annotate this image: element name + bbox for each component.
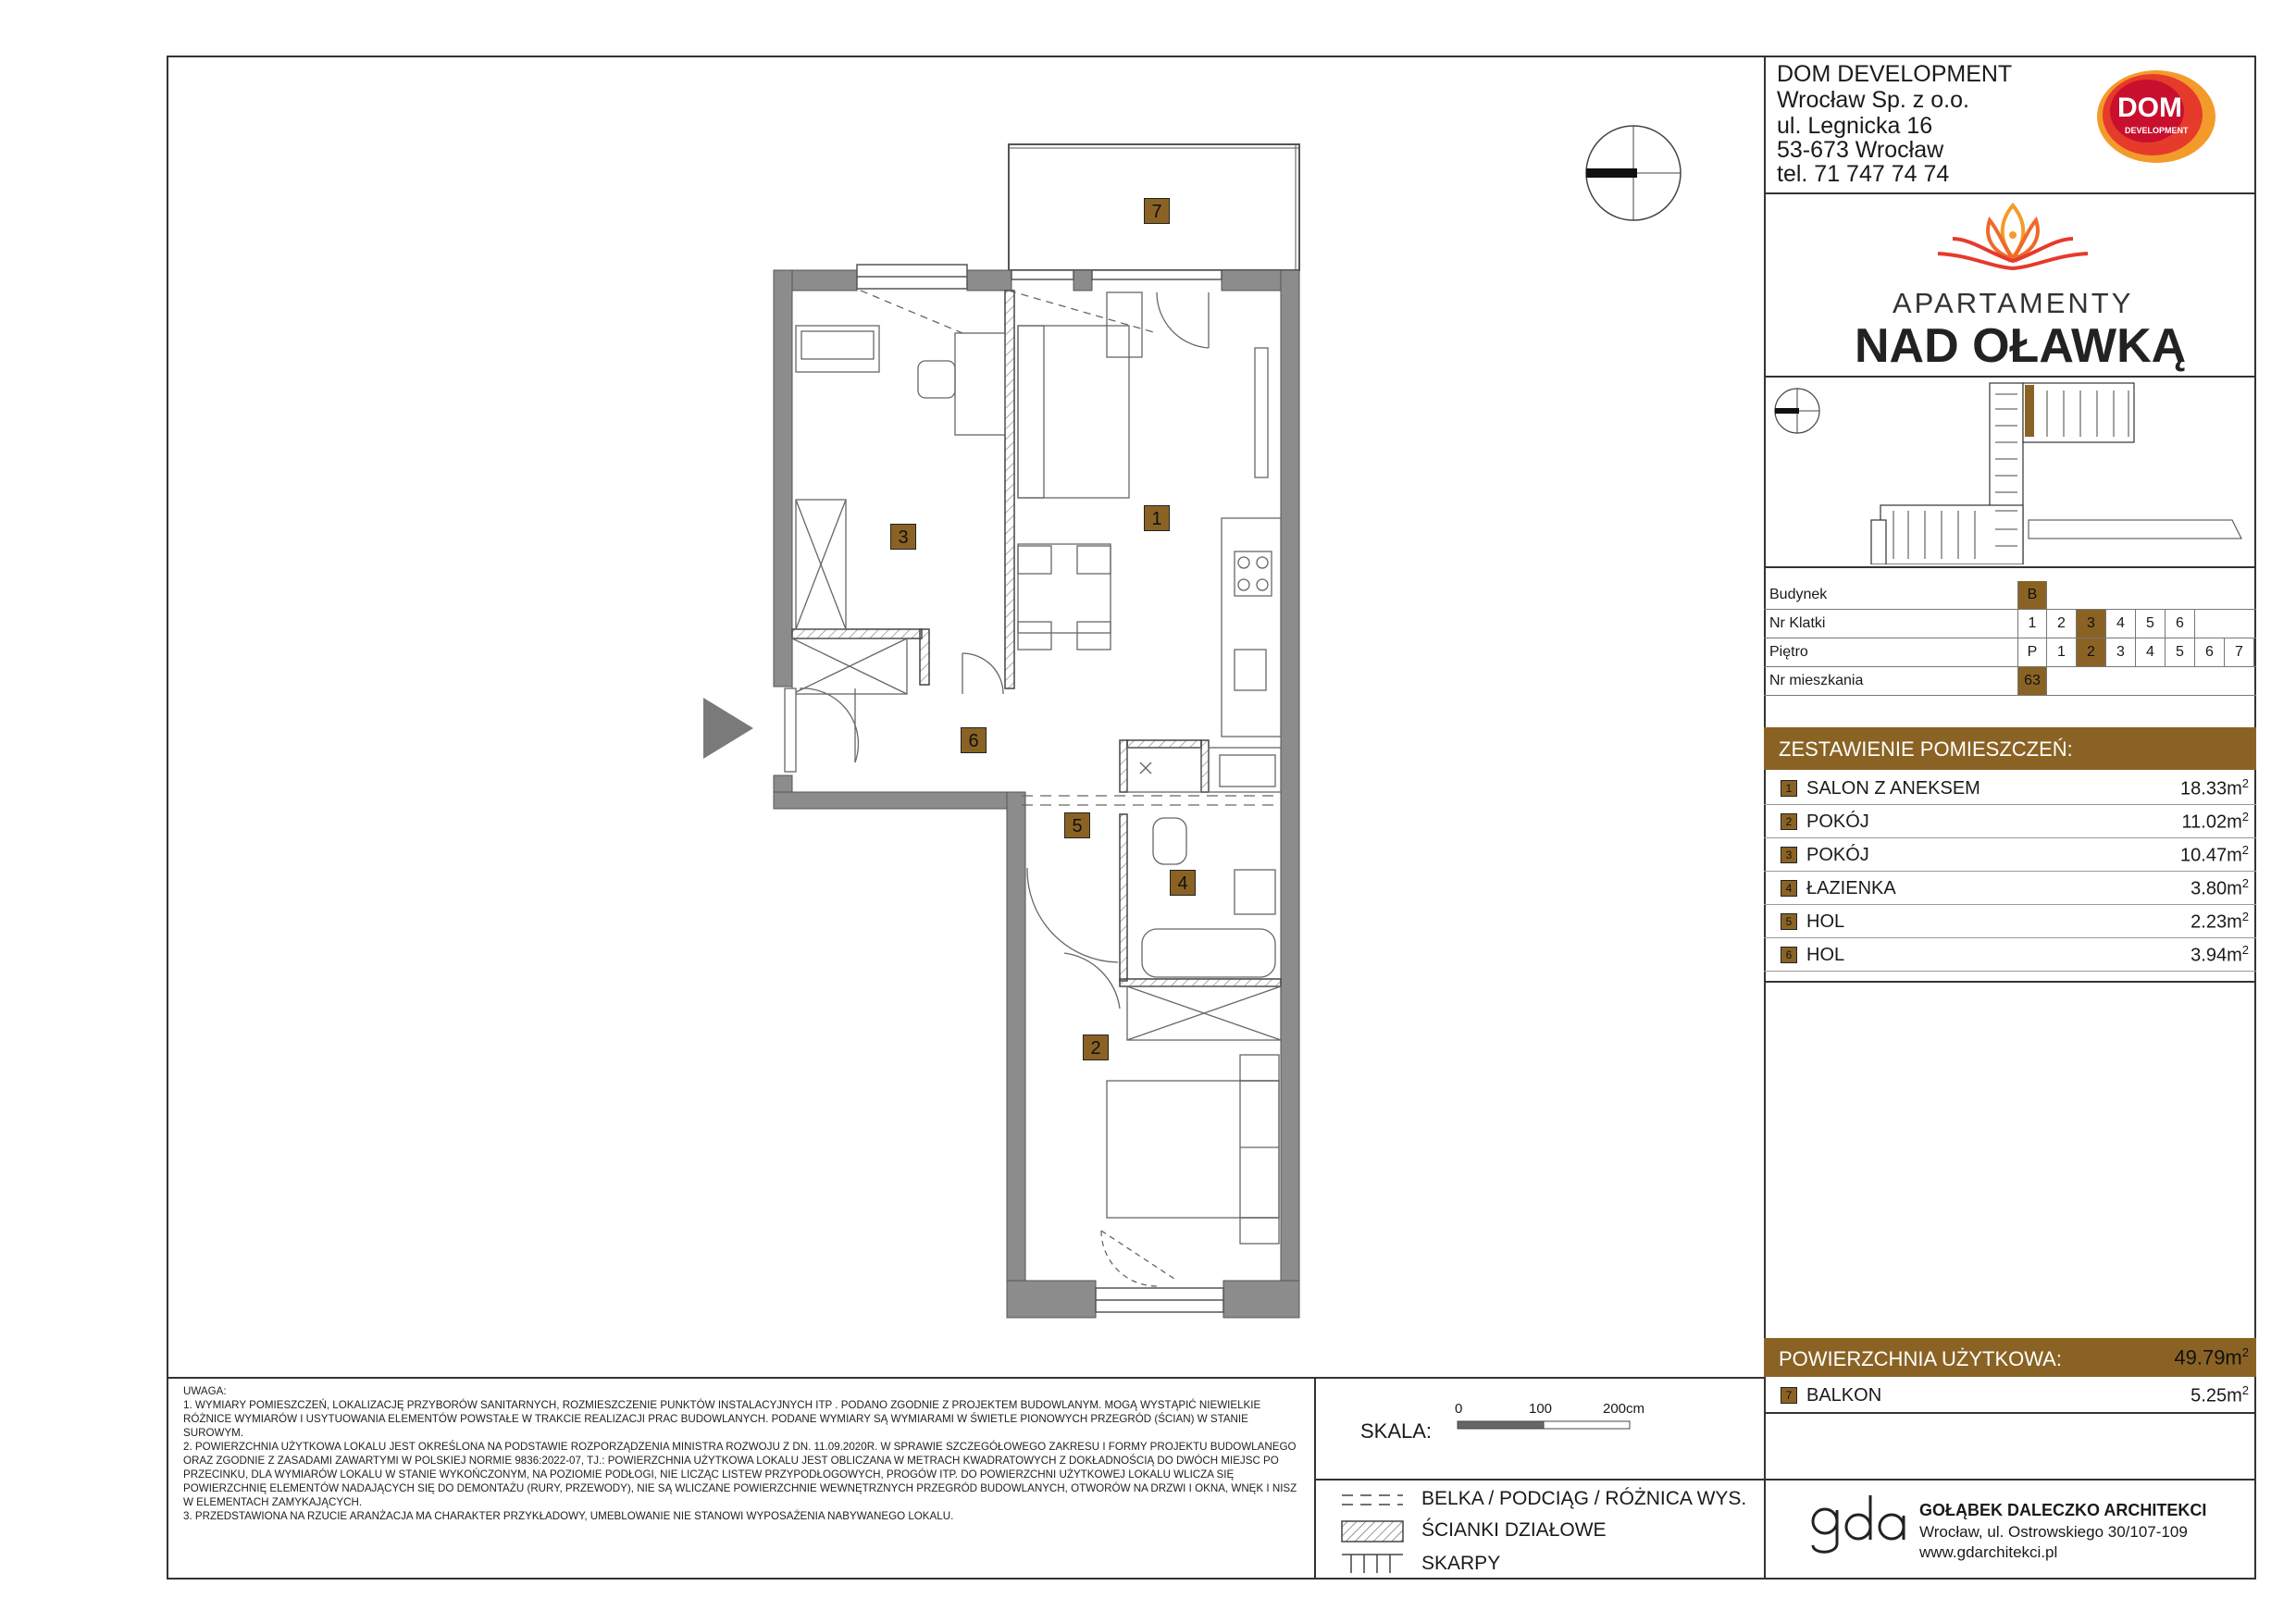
room-tag: 2: [1781, 813, 1797, 830]
title-divider-1: [1764, 192, 2256, 194]
room-row: [1764, 905, 2256, 938]
info-cell: 5: [2166, 638, 2195, 666]
info-cell: 5: [2136, 610, 2166, 638]
plan-label-5: 5: [1064, 812, 1090, 838]
balcony-bottom-line: [1764, 1412, 2256, 1414]
info-cell: 4: [2136, 638, 2166, 666]
entrance-arrow-icon: [703, 698, 753, 759]
info-cell: 7: [2225, 638, 2254, 666]
info-cell: 6: [2166, 610, 2195, 638]
rooms-title: ZESTAWIENIE POMIESZCZEŃ:: [1779, 737, 2073, 761]
scale-tick-0: 0: [1455, 1401, 1463, 1417]
balcony-tag: 7: [1781, 1387, 1797, 1404]
note-3: 3. PRZEDSTAWIONA NA RZUCIE ARANŻACJA MA CHARAKTER PRZYKŁADOWY, UMEBLOWANIE NIE STANOWI WYPOSAŻENIA NABYWANEGO LOKALU.: [183, 1510, 954, 1522]
architect-web: www.gdarchitekci.pl: [1919, 1543, 2058, 1561]
architect-address: Wrocław, ul. Ostrowskiego 30/107-109: [1919, 1523, 2188, 1541]
room-name: HOL: [1806, 911, 1845, 932]
info-cell: 4: [2106, 610, 2136, 638]
room-area: $18.33m^2$: [2180, 776, 2249, 799]
room-name: SALON Z ANEKSEM: [1806, 778, 1980, 799]
info-row: [1764, 638, 2256, 667]
room-area: $2.23m^2$: [2191, 910, 2249, 933]
legend-label-0: BELKA / PODCIĄG / RÓŻNICA WYS.: [1421, 1488, 1747, 1509]
developer-city: 53-673 Wrocław: [1777, 137, 1944, 163]
plan-label-2: 2: [1083, 1035, 1109, 1060]
note-1: 1. WYMIARY POMIESZCZEŃ, LOKALIZACJĘ PRZYBORÓW SANITARNYCH, ROZMIESZCZENIE PUNKTÓW INSTALACYJNYCH ITP . PODANO ZGODNIE Z PROJEKTEM BUDOWLANYM. MOGĄ WYSTĄPIĆ NIEWIELKIE RÓŻNICE WYMIARÓW I USYTUOWANIA ELEMENTÓW POWSTAŁE W TRAKCIE REALIZACJI PRAC BUDOWLANYCH. PODANE WYMIARY SĄ WYMIARAMI W ŚWIETLE PIONOWYCH PRZEGRÓD (ŚCIAN) W STANIE SUROWYM.: [183, 1399, 1261, 1439]
info-cell: 2: [2077, 638, 2106, 666]
project-line2: NAD OŁAWKĄ: [1855, 319, 2187, 373]
info-cell: 63: [2017, 667, 2047, 695]
architect-name: GOŁĄBEK DALECZKO ARCHITEKCI: [1919, 1501, 2207, 1519]
title-divider-3: [1764, 566, 2256, 568]
dashed-line-icon: [1340, 1490, 1405, 1512]
scale-tick-100: 100: [1529, 1401, 1553, 1417]
info-row: [1764, 581, 2256, 610]
room-area: $3.94m^2$: [2191, 943, 2249, 966]
info-row-label: Nr mieszkania: [1769, 673, 1864, 688]
room-tag: 1: [1781, 780, 1797, 797]
info-row: [1764, 610, 2256, 638]
room-row: [1764, 938, 2256, 972]
developer-street: ul. Legnicka 16: [1777, 113, 1933, 139]
developer-company: Wrocław Sp. z o.o.: [1777, 87, 1969, 113]
info-cell: 3: [2106, 638, 2136, 666]
info-cell: B: [2017, 581, 2047, 609]
info-row-label: Piętro: [1769, 644, 1808, 660]
rooms-bottom-line: [1764, 981, 2256, 983]
room-tag: 4: [1781, 880, 1797, 897]
notes-divider: [167, 1377, 1764, 1379]
room-name: HOL: [1806, 945, 1845, 965]
info-cell: 3: [2077, 610, 2106, 638]
room-name: POKÓJ: [1806, 845, 1869, 865]
room2-furniture: [1101, 1055, 1279, 1286]
notes-title: UWAGA:: [183, 1385, 227, 1397]
floor-plan: [685, 130, 1333, 1332]
scale-label: SKALA:: [1360, 1419, 1433, 1443]
developer-name: DOM DEVELOPMENT: [1777, 61, 2013, 87]
room-name: POKÓJ: [1806, 812, 1869, 832]
legend-divider: [1314, 1479, 1764, 1481]
usable-area-value: $49.79m^2$: [2174, 1345, 2249, 1369]
room-tag: 5: [1781, 913, 1797, 930]
info-row: [1764, 667, 2256, 696]
info-cell: P: [2017, 638, 2047, 666]
rooms-header: [1764, 727, 2256, 770]
compass-icon: [1582, 122, 1684, 224]
notes-block: [183, 1384, 1303, 1523]
note-2: 2. POWIERZCHNIA UŻYTKOWA LOKALU JEST OKREŚLONA NA PODSTAWIE ROZPORZĄDZENIA MINISTRA ROZWOJU Z DN. 11.09.2020R. W SPRAWIE SZCZEGÓŁOWEGO ZAKRESU I FORMY PROJEKTU BUDOWLANEGO ORAZ ZGODNIE Z ZASADAMI ZAWARTYMI W POLSKIEJ NORMIE 9836:2022-07, TJ.: POWIERZCHNIA UŻYTKOWA LOKALU JEST OBLICZANA W METRACH KWADRATOWYCH Z DOKŁADNOŚCIĄ DO DWÓCH MIEJSC PO PRZECINKU, DLA WYMIARÓW LOKALU W STANIE WYKOŃCZONYM, NA POZIOMIE PODŁOGI, NIE LICZĄC LISTEW PRZYPODŁOGOWYCH, PROGÓW ITP. DO POWIERZCHNI UŻYTKOWEJ LOKALU WLICZA SIĘ POWIERZCHNIĘ ELEMENTÓW NADAJĄCYCH SIĘ DO DEMONTAŻU (RURY, PRZEWODY), NIE SĄ WLICZANE POWIERZCHNIE WEWNĘTRZNYCH PRZEGRÓD BUDOWLANYCH, OTWORÓW NA DRZWI I OKNA, WNĘK I NISZ W ELEMENTACH ZAMYKAJĄCYCH.: [183, 1441, 1297, 1508]
gda-logo-icon: [1808, 1492, 1910, 1556]
plan-label-4: 4: [1170, 870, 1196, 896]
room-area: $11.02m^2$: [2181, 810, 2249, 833]
info-cell: 1: [2017, 610, 2047, 638]
plan-label-3: 3: [890, 524, 916, 550]
room-tag: 3: [1781, 847, 1797, 863]
room-tag: 6: [1781, 947, 1797, 963]
info-row-label: Nr Klatki: [1769, 615, 1826, 631]
room-row: [1764, 872, 2256, 905]
balcony-row: [1764, 1379, 2256, 1412]
room-area: $3.80m^2$: [2191, 876, 2249, 899]
info-cell: 1: [2047, 638, 2077, 666]
hatched-box-icon: [1340, 1519, 1405, 1543]
lotus-logo-icon: [1934, 200, 2091, 274]
usable-area-band: [1764, 1338, 2256, 1377]
info-cell: 6: [2195, 638, 2225, 666]
key-plan: [1769, 381, 2251, 564]
info-cell: 2: [2047, 610, 2077, 638]
info-grid: [1764, 581, 2256, 694]
windows: [857, 265, 1223, 1312]
scale-bar: [1457, 1419, 1632, 1431]
scale-tick-200: 200cm: [1603, 1401, 1645, 1417]
room-name: ŁAZIENKA: [1806, 878, 1896, 898]
reveal-icon: [1340, 1551, 1405, 1575]
balcony-area: $5.25m^2$: [2191, 1383, 2249, 1406]
dom-logo-sub: DEVELOPMENT: [2125, 126, 2189, 135]
legend-label-1: ŚCIANKI DZIAŁOWE: [1421, 1519, 1607, 1541]
architect-divider: [1764, 1479, 2256, 1481]
room-row: [1764, 838, 2256, 872]
dom-development-logo: [2093, 65, 2223, 168]
plan-label-1: 1: [1144, 505, 1170, 531]
outer-walls: [774, 270, 1299, 1318]
project-line1: APARTAMENTY: [1893, 287, 2134, 319]
developer-phone: tel. 71 747 74 74: [1777, 161, 1950, 187]
usable-area-label: POWIERZCHNIA UŻYTKOWA:: [1779, 1347, 2062, 1370]
legend-label-2: SKARPY: [1421, 1553, 1501, 1574]
dom-logo-text: DOM: [2117, 93, 2182, 123]
info-row-label: Budynek: [1769, 587, 1828, 602]
room-row: [1764, 772, 2256, 805]
room-area: $10.47m^2$: [2180, 843, 2249, 866]
balcony-name: BALKON: [1806, 1385, 1882, 1406]
plan-label-7: 7: [1144, 198, 1170, 224]
plan-label-6: 6: [961, 727, 987, 753]
title-divider-2: [1764, 376, 2256, 378]
room-row: [1764, 805, 2256, 838]
